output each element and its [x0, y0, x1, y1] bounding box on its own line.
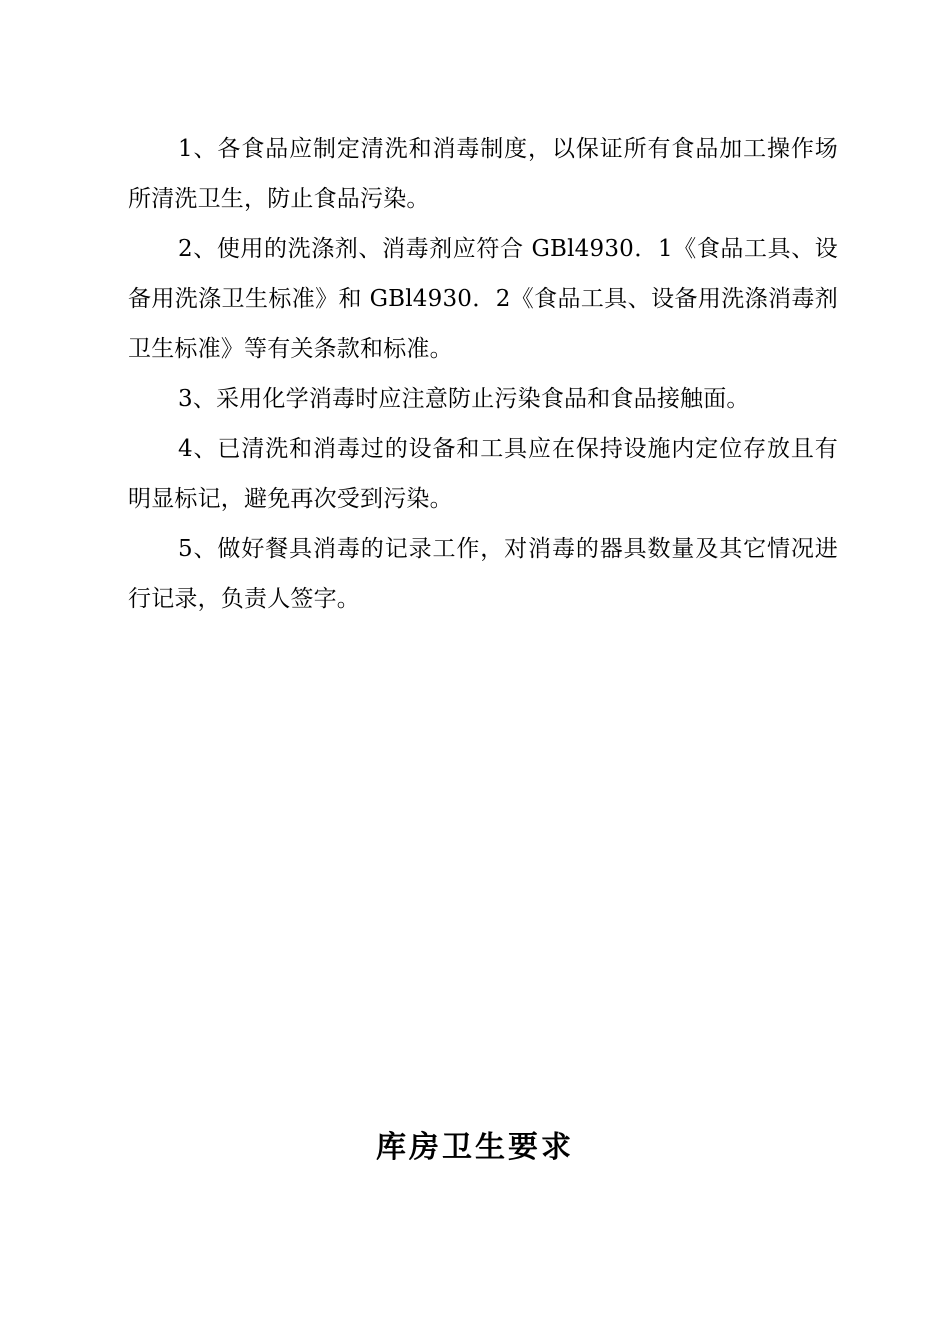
paragraph-3: 3、采用化学消毒时应注意防止污染食品和食品接触面。 [178, 386, 750, 412]
paragraph-2: 2、使用的洗涤剂、消毒剂应符合 GBl4930．1《食品工具、设备用洗涤卫生标准》和 GBl4930．2《食品工具、设备用洗涤消毒剂卫生标准》等有关条款和标准。 [128, 236, 838, 362]
body-text [128, 124, 838, 624]
section-title: 库房卫生要求 [376, 1130, 574, 1165]
paragraph-4: 4、已清洗和消毒过的设备和工具应在保持设施内定位存放且有明显标记，避免再次受到污染。 [128, 436, 838, 512]
paragraph-1: 1、各食品应制定清洗和消毒制度，以保证所有食品加工操作场所清洗卫生，防止食品污染。 [128, 136, 838, 212]
paragraph-5: 5、做好餐具消毒的记录工作，对消毒的器具数量及其它情况进行记录，负责人签字。 [128, 536, 838, 612]
